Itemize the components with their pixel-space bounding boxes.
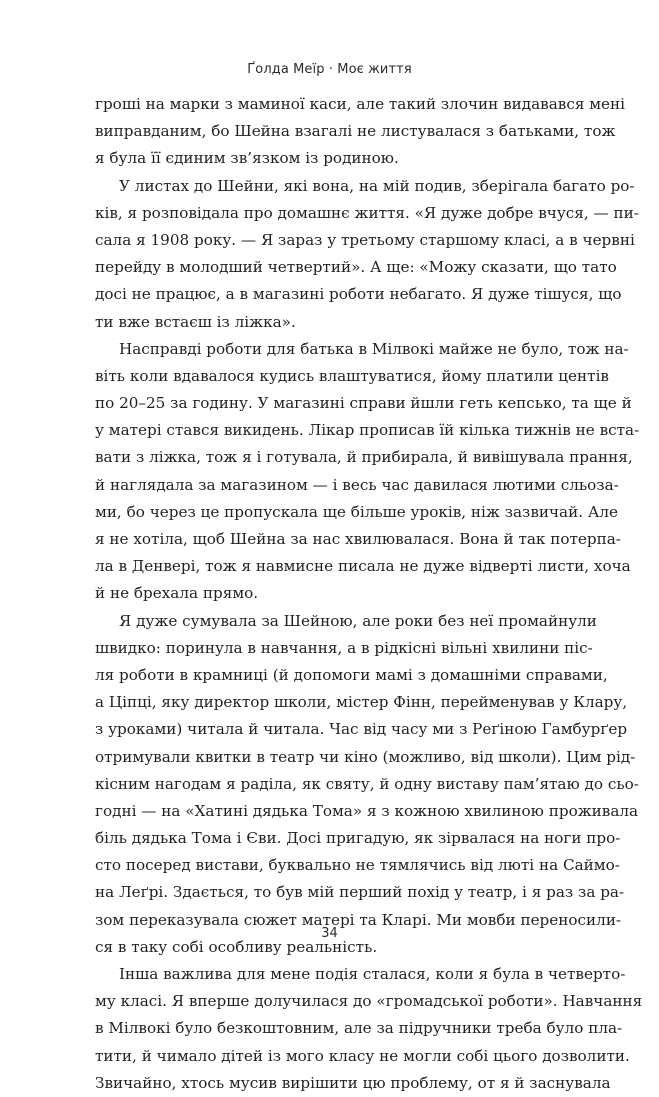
text-line: швидко: поринула в навчання, а в рідкісні вільні хвилини піс- — [95, 638, 593, 657]
paragraph — [95, 961, 643, 1097]
text-line: ти вже встаєш із ліжка». — [95, 312, 296, 331]
text-line: отримували квитки в театр чи кіно (можливо, від школи). Цим рід- — [95, 747, 636, 766]
text-line: му класі. Я вперше долучилася до «громадської роботи». Навчання — [95, 992, 643, 1011]
text-line: вати з ліжка, тож я і готувала, й прибирала, й вивішувала прання, — [95, 448, 633, 467]
text-line: ля роботи в крамниці (й допомоги мамі з домашніми справами, — [95, 665, 608, 684]
text-line: з уроками) читала й читала. Час від часу ми з Реґіною Гамбурґер — [95, 720, 628, 739]
paragraph — [95, 91, 626, 173]
text-line: ків, я розповідала про домашнє життя. «Я дуже добре вчуся, — пи- — [95, 203, 639, 222]
running-head: Ґолда Меїр · Моє життя — [247, 62, 412, 77]
text-line: по 20–25 за годину. У магазині справи йшли геть кепсько, та ще й — [95, 394, 632, 413]
text-line: я була її єдиним зв’язком із родиною. — [95, 149, 399, 168]
text-line: Насправді роботи для батька в Мілвокі майже не було, тож на- — [119, 339, 629, 358]
text-line: й наглядала за магазином — і весь час давилася лютими сльоза- — [95, 475, 619, 494]
text-line: гроші на марки з маминої каси, але такий злочин видавався мені — [95, 95, 626, 113]
paragraph — [95, 336, 640, 608]
text-line: сала я 1908 року. — Я зараз у третьому старшому класі, а в червні — [95, 230, 635, 249]
text-line: й не брехала прямо. — [95, 584, 259, 603]
text-line: зом переказувала сюжет матері та Кларі. Ми мовби переносили- — [95, 910, 622, 929]
text-line: а Ціпці, яку директор школи, містер Фінн, перейменував у Клару, — [95, 693, 628, 712]
text-line: ся в таку собі особливу реальність. — [95, 937, 378, 956]
text-line: я не хотіла, щоб Шейна за нас хвилювалася. Вона й так потерпа- — [95, 530, 621, 548]
text-line: тити, й чимало дітей із мого класу не могли собі цього дозволити. — [95, 1046, 630, 1065]
text-line: Звичайно, хтось мусив вирішити цю проблему, от я й заснувала — [95, 1073, 611, 1092]
text-line: перейду в молодший четвертий». А ще: «Можу сказати, що тато — [95, 258, 617, 277]
text-line: віть коли вдавалося кудись влаштуватися, йому платили центів — [95, 366, 609, 385]
text-line: виправданим, бо Шейна взагалі не листувалася з батьками, тож — [95, 122, 616, 141]
body-text — [95, 91, 643, 1097]
text-line: ла в Денвері, тож я навмисне писала не дуже відверті листи, хоча — [95, 557, 631, 576]
paragraph — [95, 608, 639, 961]
text-line: ми, бо через це пропускала ще більше уроків, ніж зазвичай. Але — [95, 502, 618, 521]
text-line: досі не працює, а в магазині роботи небагато. Я дуже тішуся, що — [95, 285, 622, 304]
text-line: кісним нагодам я раділа, як святу, й одну виставу пам’ятаю до сьо- — [95, 774, 639, 793]
text-line: годні — на «Хатині дядька Тома» я з кожною хвилиною проживала — [95, 801, 639, 820]
text-line: сто посеред вистави, буквально не тямлячись від люті на Саймо- — [95, 856, 620, 875]
text-line: у матері стався викидень. Лікар прописав їй кілька тижнів не вста- — [95, 421, 640, 440]
text-line: на Леґрі. Здається, то був мій перший похід у театр, і я раз за ра- — [95, 883, 625, 902]
text-line: біль дядька Тома і Єви. Досі пригадую, як зірвалася на ноги про- — [95, 829, 621, 848]
text-line: в Мілвокі було безкоштовним, але за підручники треба було пла- — [95, 1019, 623, 1038]
text-line: Я дуже сумувала за Шейною, але роки без неї промайнули — [119, 611, 597, 630]
text-line: Інша важлива для мене подія сталася, коли я була в четверто- — [119, 965, 626, 983]
text-line: У листах до Шейни, які вона, на мій подив, зберігала багато ро- — [119, 176, 635, 195]
page-number: 34 — [321, 926, 338, 941]
paragraph — [95, 173, 639, 336]
